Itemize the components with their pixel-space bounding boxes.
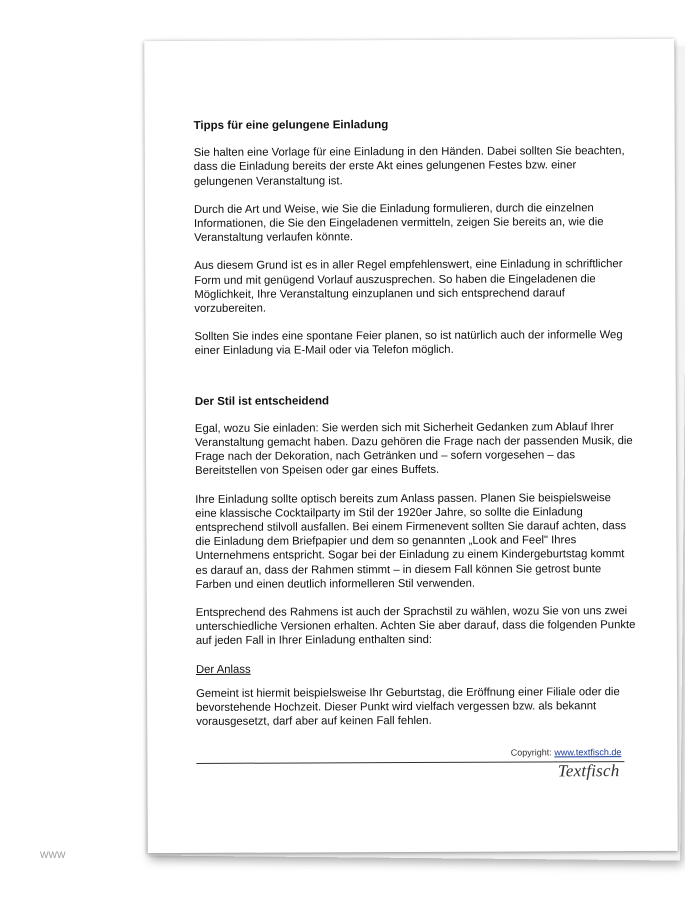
logo-text: Textfisch [557, 761, 620, 781]
copyright-link[interactable]: www.textfisch.de [554, 747, 622, 758]
textfisch-logo [558, 761, 620, 781]
paragraph: Gemeint ist hiermit beispielsweise Ihr Geburtstag, die Eröffnung einer Filiale oder die bevorstehende Hochzeit. Dieser Punkt wird vielfach vergessen bzw. als bekannt vorausgesetzt, darf aber auf keinen Fall fehlen. [196, 685, 620, 729]
document-content [194, 117, 637, 743]
paragraph: Ihre Einladung sollte optisch bereits zum Anlass passen. Planen Sie beispielsweise eine klassische Cocktailparty im Stil der 1920er Jahre, so sollte die Einladung entsprechend stilvoll ausfallen. Bei einem Firmenevent sollten Sie darauf achten, dass die Einladung dem Briefpapier und dem so genannten „Look and Feel" Ihres Unternehmens entspricht. Sogar bei der Einladung zu einem Kindergeburtstag kommt es darauf an, dass der Rahmen stimmt – in diesem Fall können Sie getrost bunte Farben und einen deutlich informelleren Stil verwenden. [195, 491, 627, 591]
document-page [144, 39, 678, 853]
section-gap [195, 371, 635, 395]
subheading-occasion: Der Anlass [195, 663, 251, 676]
watermark: WWW [40, 850, 66, 860]
section-heading-style: Der Stil ist entscheidend [194, 394, 330, 408]
copyright-label: Copyright: [510, 747, 552, 758]
paragraph: Sollten Sie indes eine spontane Feier planen, so ist natürlich auch der informelle Weg einer Einladung via E-Mail oder via Telefon möglich. [194, 329, 623, 358]
paragraph: Entsprechend des Rahmens ist auch der Sprachstil zu wählen, wozu Sie von uns zwei unterschiedliche Versionen erhalten. Achten Sie aber darauf, dass die folgenden Punkte auf jeden Fall in Ihrer Einladung enthalten sind: [195, 605, 636, 648]
paragraph: Durch die Art und Weise, wie Sie die Einladung formulieren, durch die einzelnen Informationen, die Sie den Eingeladenen vermitteln, zeigen Sie bereits an, wie die Veranstaltung verlaufen könnte. [193, 202, 604, 245]
copyright-notice [511, 747, 622, 757]
paragraph: Egal, wozu Sie einladen: Sie werden sich mit Sicherheit Gedanken zum Ablauf Ihrer Veranstaltung gemacht haben. Dazu gehören die Frage nach der passenden Musik, die Frage nach der Dekoration, nach Getränken und – sofern vorgesehen – das Bereitstellen von Speisen oder gar eines Buffets. [194, 420, 633, 478]
paragraph: Sie halten eine Vorlage für eine Einladung in den Händen. Dabei sollten Sie beachten, dass die Einladung bereits der erste Akt eines gelungenen Festes bzw. einer gelungenen Veranstaltung ist. [193, 145, 625, 188]
section-heading-tips: Tipps für eine gelungene Einladung [193, 119, 389, 132]
paragraph: Aus diesem Grund ist es in aller Regel empfehlenswert, eine Einladung in schriftlicher Form und mit genügend Vorlauf auszusprechen. So haben die Eingeladenen die Möglichkeit, Ihre Veranstaltung einzuplanen und sich entsprechend darauf vorzubereiten. [194, 258, 623, 315]
